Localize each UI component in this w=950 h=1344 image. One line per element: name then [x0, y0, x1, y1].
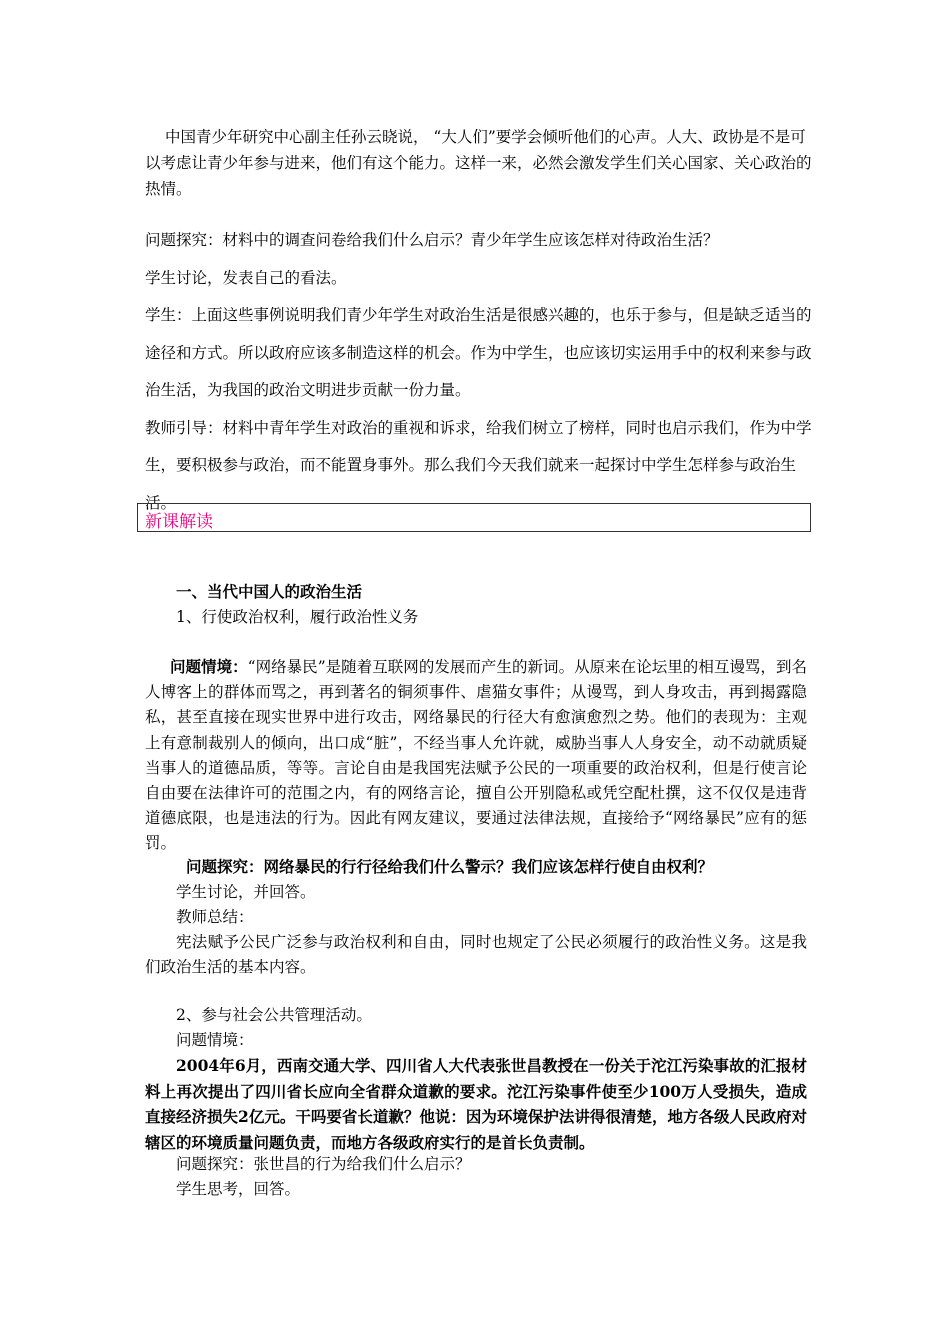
subsection-2-heading: 2、参与社会公共管理活动。	[176, 1006, 372, 1024]
student-1: 学生讨论，并回答。	[176, 883, 316, 901]
subsection-1-heading: 1、行使政治权利，履行政治性义务	[176, 608, 419, 626]
new-lesson-banner-label: 新课解读	[145, 512, 213, 532]
teacher-summary-label: 教师总结：	[176, 908, 254, 926]
scenario-1-text: “网络暴民”是随着互联网的发展而产生的新词。从原来在论坛里的相互谩骂，到名人博客上的群体而骂之，再到著名的铜须事件、虐猫女事件；从谩骂，到人身攻击，再到揭露隐私，甚至直接在现实世界中进行攻击，网络暴民的行径大有愈演愈烈之势。他们的表现为：主观上有意制裁别人的倾向，出口成“脏”，不经当事人允许就，威胁当事人人身安全，动不动就质疑当事人的道德品质，等等。言论自由是我国宪法赋予公民的一项重要的政治权利，但是行使言论自由要在法律许可的范围之内，有的网络言论，擅自公开别隐私或凭空配杜撰，这不仅仅是违背道德底限，也是违法的行为。因此有网友建议，要通过法律法规，直接给予“网络暴民”应有的惩罚。	[145, 658, 807, 853]
student-2: 学生思考，回答。	[176, 1180, 301, 1198]
student-response: 学生：上面这些事例说明我们青少年学生对政治生活是很感兴趣的，也乐于参与，但是缺乏适当的途径和方式。所以政府应该多制造这样的机会。作为中学生，也应该切实运用手中的权利来参与政治生活，为我国的政治文明进步贡献一份力量。	[145, 306, 812, 399]
teacher-guidance: 教师引导：材料中青年学生对政治的重视和诉求，给我们树立了榜样，同时也启示我们，作为中学生，要积极参与政治，而不能置身事外。那么我们今天我们就来一起探讨中学生怎样参与政治生活。	[145, 418, 812, 512]
scenario-2-label: 问题情境：	[176, 1031, 254, 1049]
discussion-block	[145, 222, 813, 522]
discussion-question: 问题探究：材料中的调查问卷给我们什么启示？青少年学生应该怎样对待政治生活？	[145, 231, 719, 249]
section-heading: 一、当代中国人的政治生活	[176, 583, 363, 601]
scenario-1-paragraph	[145, 655, 807, 857]
scenario-1-label: 问题情境：	[170, 658, 248, 676]
teacher-summary-text: 宪法赋予公民广泛参与政治权利和自由，同时也规定了公民必须履行的政治性义务。这是我们政治生活的基本内容。	[145, 933, 807, 976]
intro-quote-paragraph: 中国青少年研究中心副主任孙云晓说， “大人们”要学会倾听他们的心声。人大、政协是不是可以考虑让青少年参与进来，他们有这个能力。这样一来，必然会激发学生们关心国家、关心政治的热情。	[145, 128, 812, 198]
question-2: 问题探究：张世昌的行为给我们什么启示？	[176, 1155, 471, 1173]
discussion-instruction: 学生讨论，发表自己的看法。	[145, 268, 347, 287]
new-lesson-banner	[137, 503, 811, 532]
question-1: 问题探究：网络暴民的行行径给我们什么警示？我们应该怎样行使自由权利？	[186, 858, 714, 876]
scenario-2-text: 2004年6月，西南交通大学、四川省人大代表张世昌教授在一份关于沱江污染事故的汇报材料上再次提出了四川省长应向全省群众道歉的要求。沱江污染事件使至少100万人受损失，造成直接经济损失2亿元。干吗要省长道歉？他说：因为环境保护法讲得很清楚，地方各级人民政府对辖区的环境质量问题负责，而地方各级政府实行的是首长负责制。	[145, 1056, 807, 1152]
